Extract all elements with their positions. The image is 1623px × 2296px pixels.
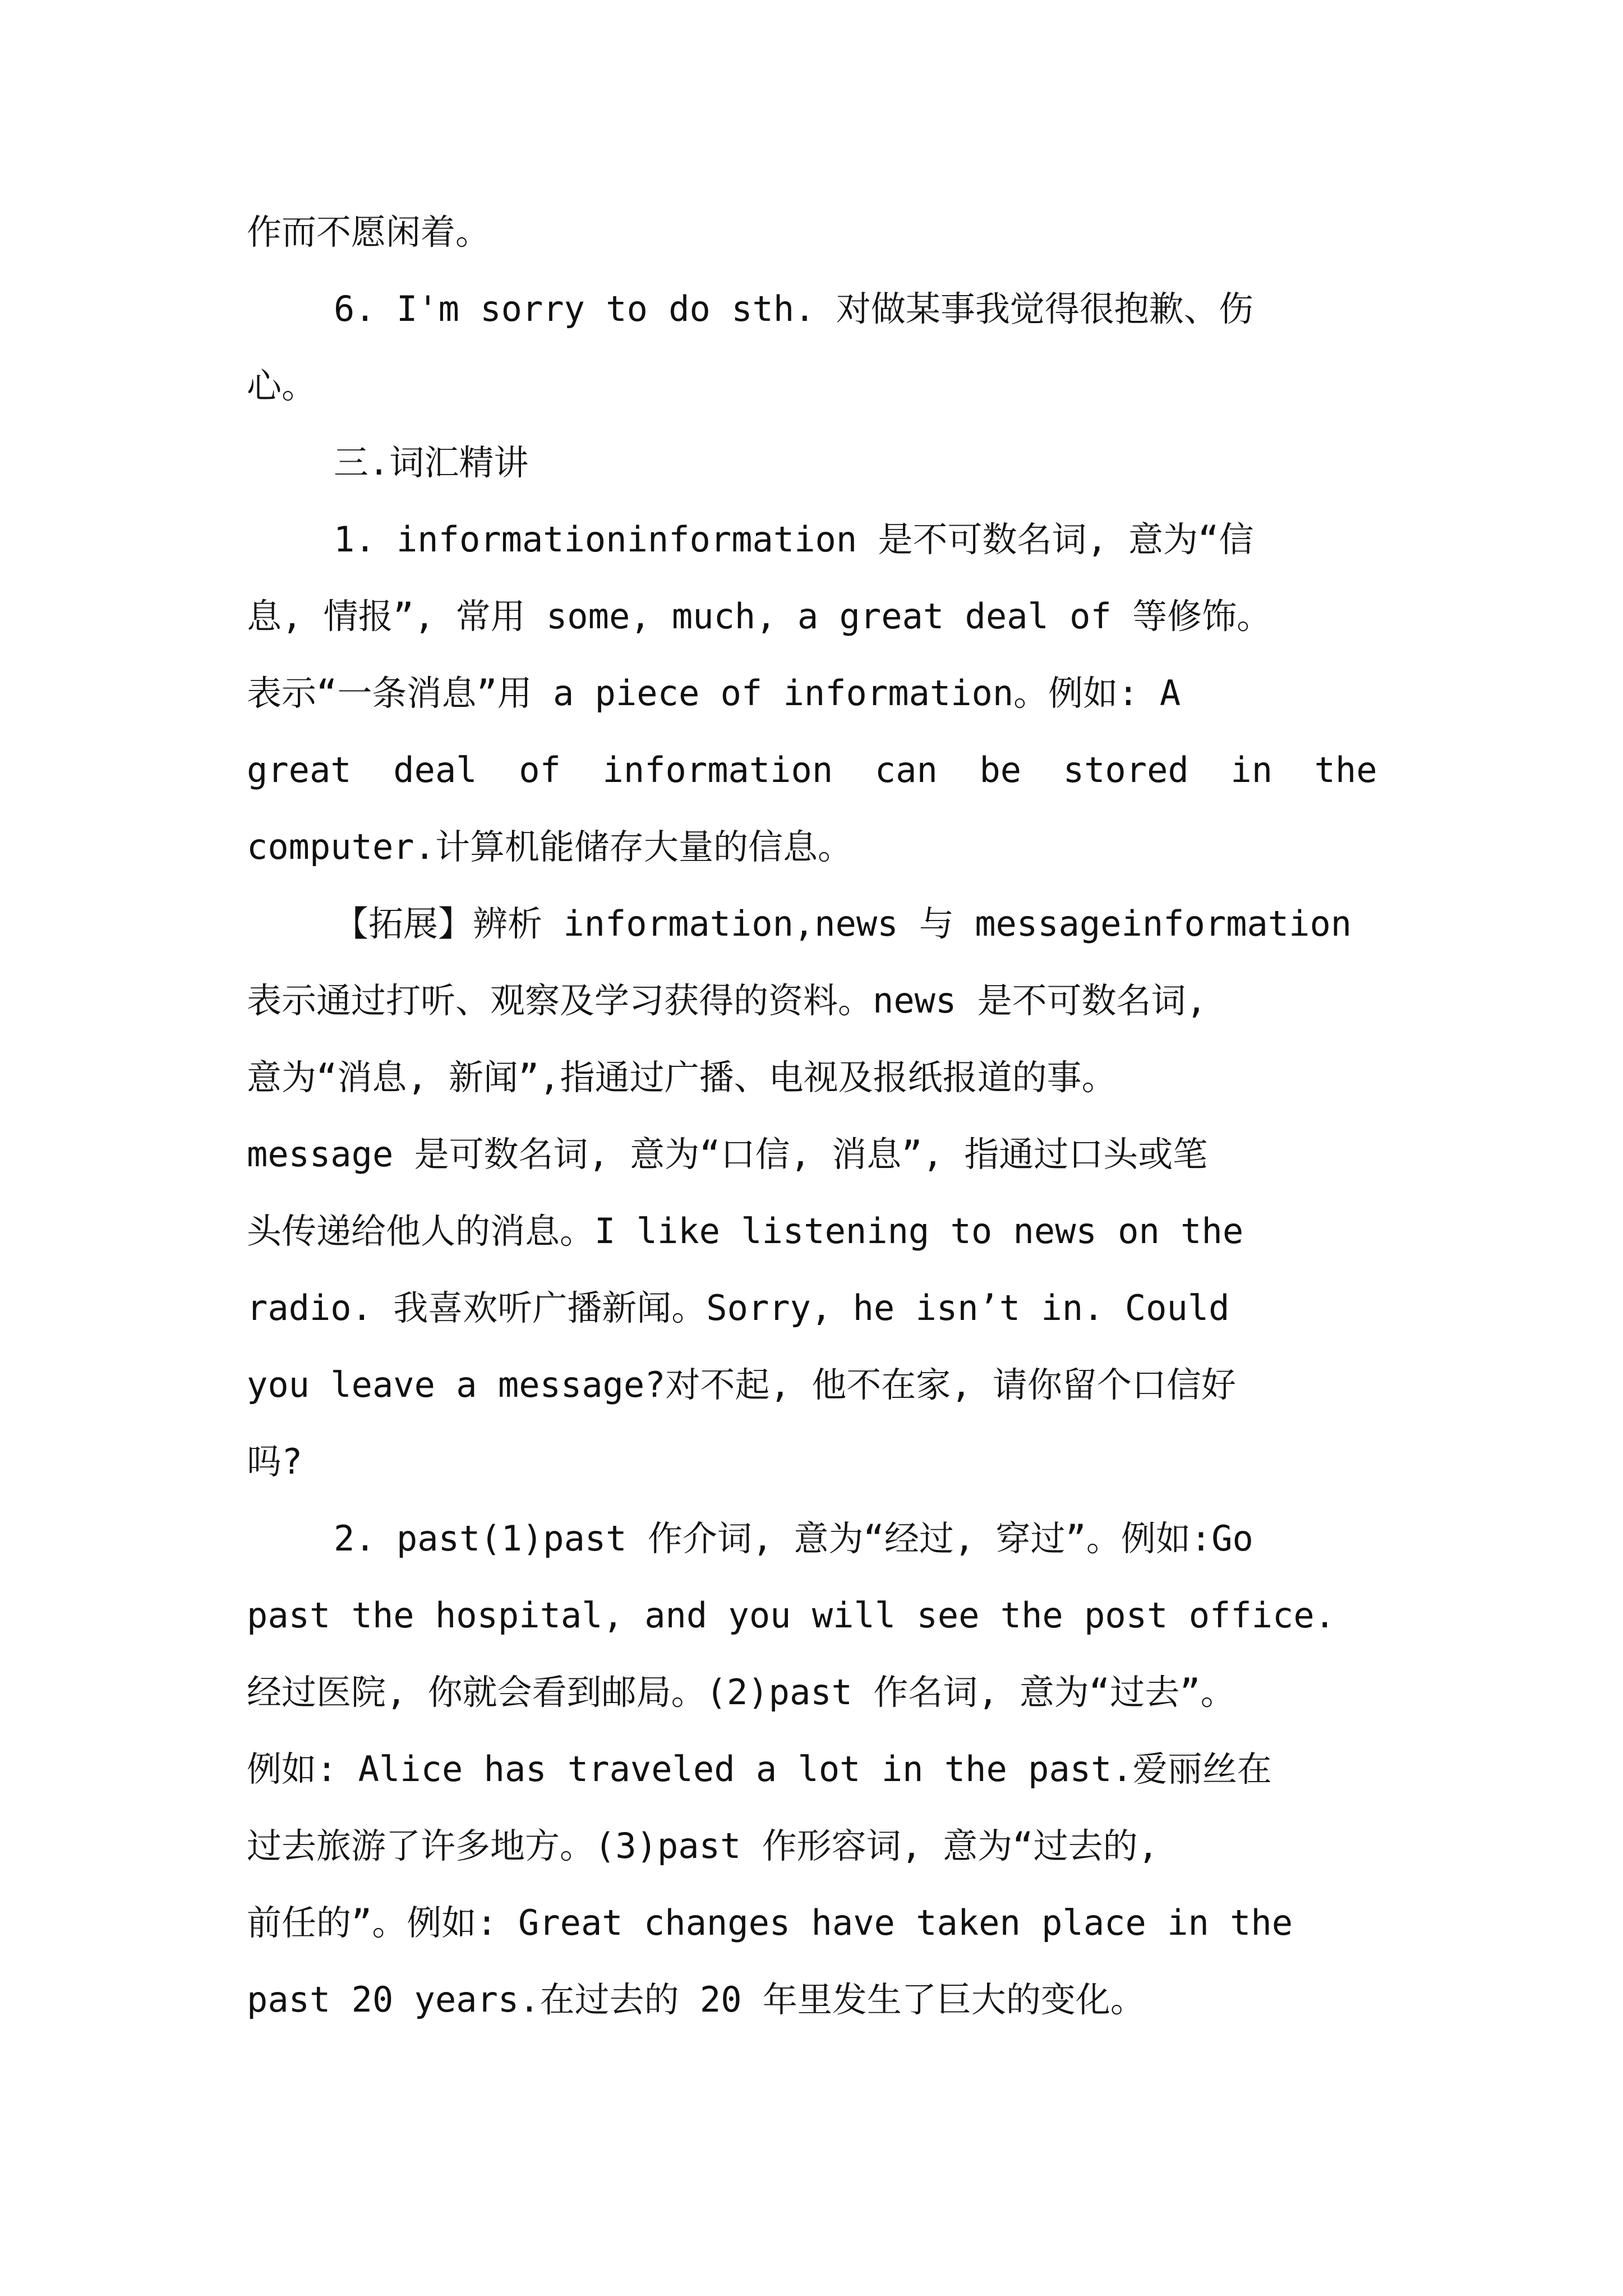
text-line: 1. informationinformation 是不可数名词, 意为“信	[334, 519, 1254, 560]
text-line: past the hospital, and you will see the post office.	[247, 1595, 1336, 1636]
text-line: message 是可数名词, 意为“口信, 消息”, 指通过口头或笔	[247, 1134, 1208, 1175]
text-line: great deal of information can be stored in the	[247, 749, 1377, 790]
text-line: 【拓展】辨析 information,news 与 messageinformation	[334, 903, 1352, 944]
text-line: 作而不愿闲着。	[247, 211, 491, 252]
document-body	[247, 194, 1380, 2038]
text-line: 表示通过打听、观察及学习获得的资料。news 是不可数名词,	[247, 980, 1207, 1021]
text-line: 6. I'm sorry to do sth. 对做某事我觉得很抱歉、伤	[334, 288, 1253, 329]
text-line: you leave a message?对不起, 他不在家, 请你留个口信好	[247, 1364, 1236, 1405]
text-line: 息, 情报”, 常用 some, much, a great deal of 等修饰。	[247, 596, 1272, 637]
section-heading: 三.词汇精讲	[334, 442, 529, 483]
text-line: 意为“消息, 新闻”,指通过广播、电视及报纸报道的事。	[247, 1057, 1117, 1098]
text-line: 2. past(1)past 作介词, 意为“经过, 穿过”。例如:Go	[334, 1518, 1253, 1559]
text-line: past 20 years.在过去的 20 年里发生了巨大的变化。	[247, 1979, 1145, 2020]
text-line: 头传递给他人的消息。I like listening to news on the	[247, 1211, 1244, 1251]
text-line: 表示“一条消息”用 a piece of information。例如: A	[247, 673, 1181, 714]
text-line: computer.计算机能储存大量的信息。	[247, 826, 852, 867]
text-line: 吗?	[247, 1441, 303, 1482]
text-line: 例如: Alice has traveled a lot in the past.爱丽丝在	[247, 1749, 1272, 1789]
text-line: 经过医院, 你就会看到邮局。(2)past 作名词, 意为“过去”。	[247, 1672, 1235, 1713]
text-line: 心。	[247, 365, 317, 406]
text-line: 过去旅游了许多地方。(3)past 作形容词, 意为“过去的,	[247, 1825, 1159, 1866]
text-line: radio. 我喜欢听广播新闻。Sorry, he isn’t in. Could	[247, 1287, 1230, 1328]
text-line: 前任的”。例如: Great changes have taken place in the	[247, 1902, 1293, 1943]
